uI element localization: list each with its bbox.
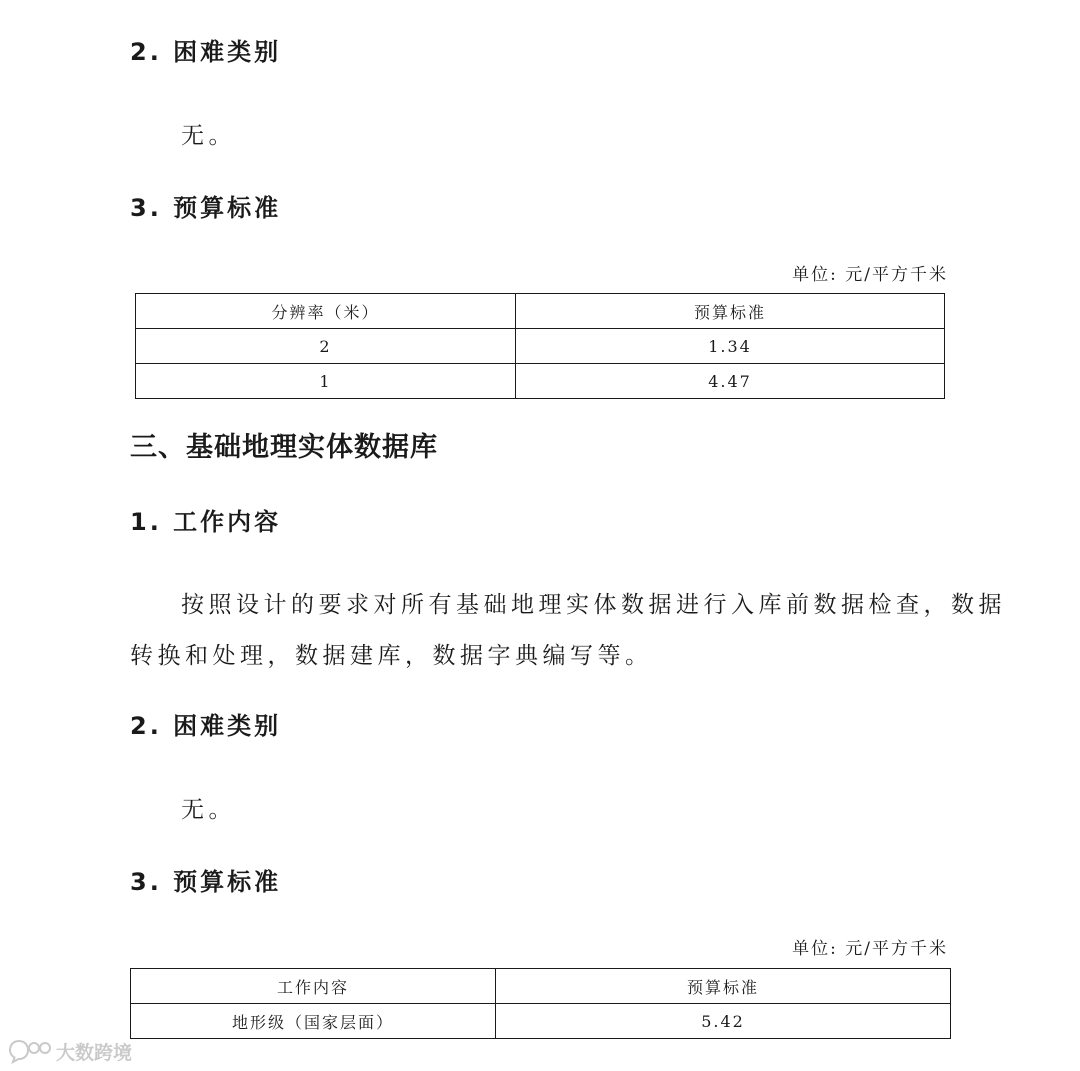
work-text-line-1: 按照设计的要求对所有基础地理实体数据进行入库前数据检查，数据 bbox=[181, 592, 1006, 618]
table-header-cell: 工作内容 bbox=[131, 969, 496, 1004]
unit-label-2: 单位: 元/平方千米 bbox=[792, 939, 948, 959]
budget-heading-2: 3. 预算标准 bbox=[130, 868, 282, 896]
table-header-cell: 预算标准 bbox=[516, 294, 945, 329]
table-header-row bbox=[131, 969, 951, 1004]
difficulty-text-1: 无。 bbox=[181, 123, 236, 149]
table-cell: 4.47 bbox=[516, 364, 945, 399]
watermark-text: 大数跨境 bbox=[56, 1041, 133, 1064]
budget-table-2 bbox=[130, 968, 951, 1039]
watermark bbox=[8, 1036, 132, 1066]
chat-bubble-logo-icon bbox=[8, 1038, 52, 1064]
budget-table-1 bbox=[135, 293, 945, 399]
work-text-line-2: 转换和处理，数据建库，数据字典编写等。 bbox=[130, 643, 653, 669]
table-header-cell: 预算标准 bbox=[496, 969, 951, 1004]
table-header-row bbox=[136, 294, 945, 329]
table-cell: 5.42 bbox=[496, 1004, 951, 1039]
table-cell: 地形级（国家层面） bbox=[131, 1004, 496, 1039]
table-header-cell: 分辨率（米） bbox=[136, 294, 516, 329]
table-cell: 1.34 bbox=[516, 329, 945, 364]
work-heading: 1. 工作内容 bbox=[130, 508, 282, 536]
table-row bbox=[136, 329, 945, 364]
table-row bbox=[136, 364, 945, 399]
table-cell: 2 bbox=[136, 329, 516, 364]
budget-heading-1: 3. 预算标准 bbox=[130, 194, 282, 222]
difficulty-heading-1: 2. 困难类别 bbox=[130, 38, 282, 66]
difficulty-heading-2: 2. 困难类别 bbox=[130, 712, 282, 740]
unit-label-1: 单位: 元/平方千米 bbox=[792, 265, 948, 285]
table-cell: 1 bbox=[136, 364, 516, 399]
table-row bbox=[131, 1004, 951, 1039]
section-title: 三、基础地理实体数据库 bbox=[130, 432, 438, 463]
difficulty-text-2: 无。 bbox=[181, 797, 236, 823]
